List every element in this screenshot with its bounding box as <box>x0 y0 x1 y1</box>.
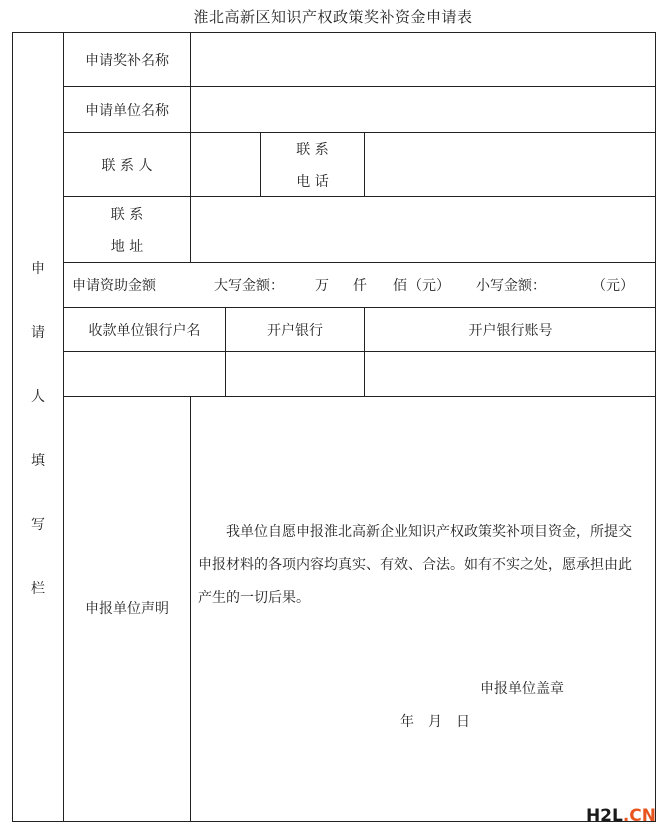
award-name-label: 申请奖补名称 <box>85 53 169 69</box>
unit-name-label: 申请单位名称 <box>85 103 169 119</box>
unit-yuan: （元） <box>408 278 450 294</box>
contact-person-label: 联 系 人 <box>101 158 153 174</box>
grid-line <box>63 86 656 87</box>
unit-wan: 万 <box>315 278 329 294</box>
grid-line <box>63 132 656 133</box>
contact-address-label: 联 系 <box>110 207 144 223</box>
declaration-label: 申报单位声明 <box>85 601 169 617</box>
amount-upper-label: 大写金额： <box>214 278 284 294</box>
sidebar-char: 人 <box>31 389 45 405</box>
grid-line <box>63 351 656 352</box>
grid-line <box>63 196 656 197</box>
contact-address-label: 地 址 <box>110 239 144 255</box>
grid-line <box>190 396 191 822</box>
seal-label: 申报单位盖章 <box>480 681 564 697</box>
unit-bai: 佰 <box>393 278 407 294</box>
grid-line <box>63 262 656 263</box>
applicant-sidebar-label <box>12 32 64 822</box>
bank-account-label: 开户银行账号 <box>468 323 553 339</box>
sidebar-char: 填 <box>31 453 45 469</box>
sidebar-char: 申 <box>31 261 45 277</box>
amount-lower-label: 小写金额： <box>476 278 546 294</box>
grid-line <box>63 307 656 308</box>
sidebar-char: 请 <box>31 325 45 341</box>
form-title: 淮北高新区知识产权政策奖补资金申请表 <box>193 8 473 26</box>
h2l-watermark-logo: H2L.CN <box>585 806 656 826</box>
bank-label: 开户银行 <box>267 323 323 339</box>
sidebar-char: 写 <box>31 517 45 533</box>
amount-label: 申请资助金额 <box>72 278 156 294</box>
grid-line <box>364 132 365 196</box>
grid-line <box>63 396 656 397</box>
date-label: 年 月 日 <box>400 714 470 730</box>
unit-yuan: （元） <box>592 278 634 294</box>
unit-qian: 仟 <box>353 278 367 294</box>
contact-phone-label: 电 话 <box>296 174 329 190</box>
sidebar-char: 栏 <box>31 581 45 597</box>
contact-phone-label: 联 系 <box>296 142 329 158</box>
declaration-text: 我单位自愿申报淮北高新企业知识产权政策奖补项目资金，所提交申报材料的各项内容均真实、有效、合法。如有不实之处，愿承担由此产生的一切后果。 <box>198 524 632 606</box>
payee-account-name-label: 收款单位银行户名 <box>88 323 201 339</box>
grid-line <box>190 32 191 262</box>
